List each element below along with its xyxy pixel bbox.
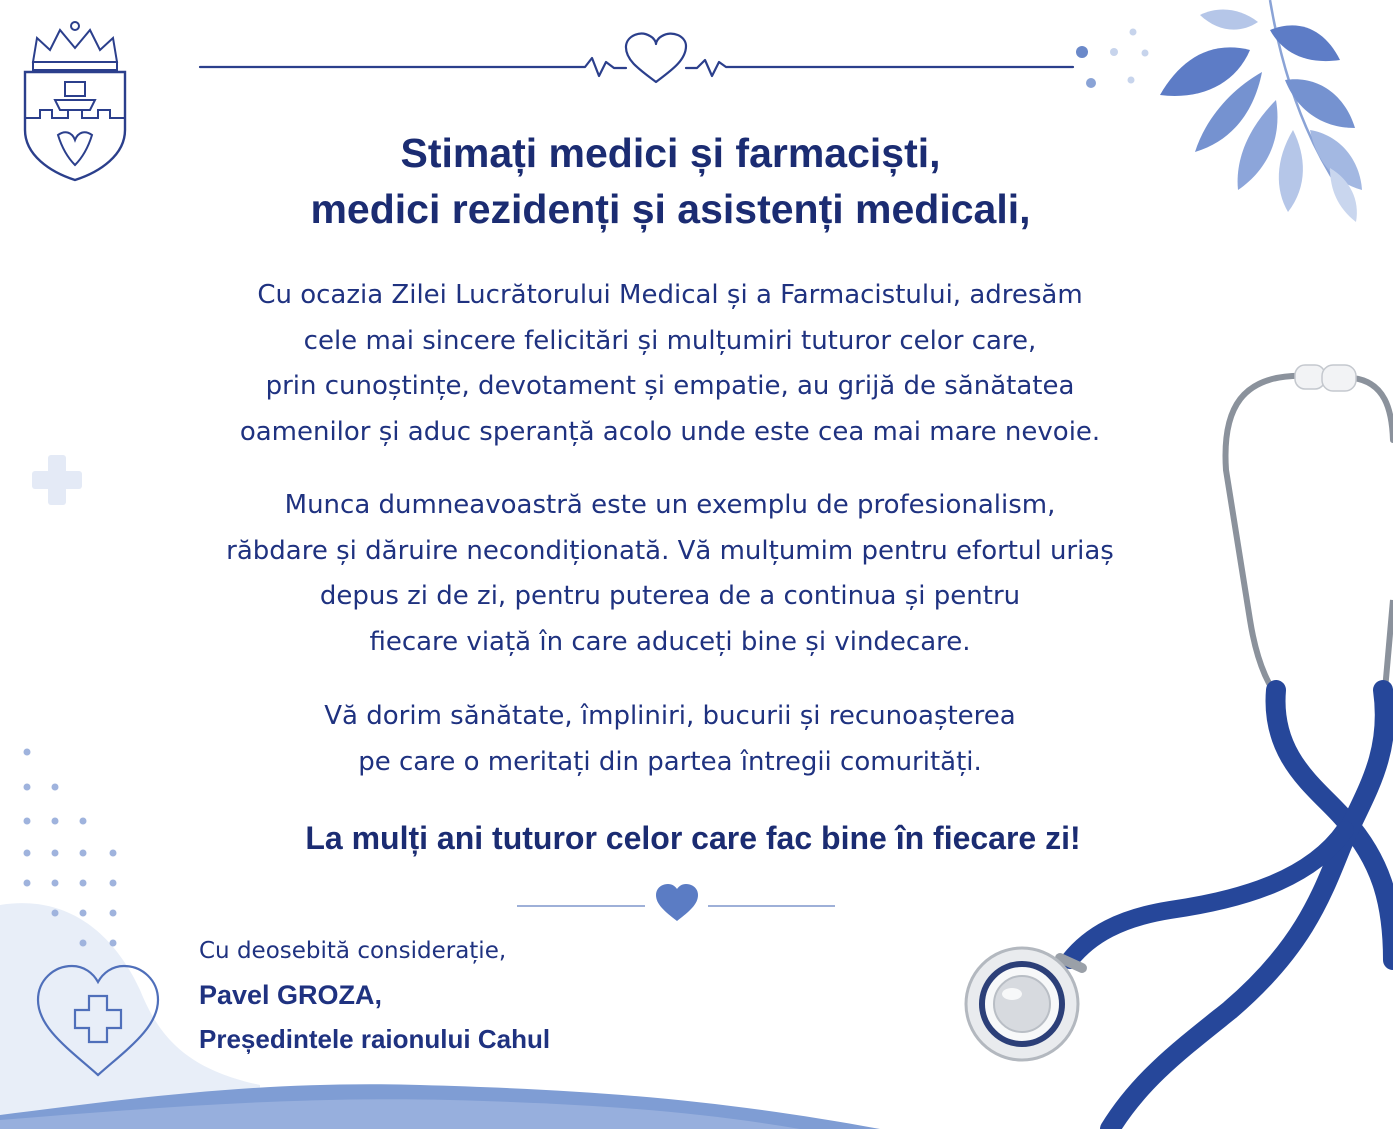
signature-name: Pavel GROZA, [199, 980, 383, 1010]
paragraph-line: fiecare viață în care aduceți bine și vindecare. [369, 626, 971, 657]
paragraph-line: depus zi de zi, pentru puterea de a continua și pentru [319, 581, 1021, 611]
paragraph-line: oamenilor și aduc speranță acolo unde este cea mai mare nevoie. [239, 416, 1101, 447]
paragraph-line: răbdare și dăruire necondiționată. Vă mulțumim pentru efortul uriaș [226, 535, 1114, 566]
paragraph-line: Munca dumneavoastră este un exemplu de profesionalism, [284, 490, 1056, 520]
signature-title: Președintele raionului Cahul [199, 1024, 551, 1054]
title-line-2: medici rezidenți și asistenți medicali, [310, 186, 1031, 232]
paragraph-2 [0, 483, 1340, 665]
heart-icon [517, 884, 835, 921]
closing-wish: La mulți ani tuturor celor care fac bine în fiecare zi! [305, 820, 1081, 856]
title-line-1: Stimați medici și farmaciști, [400, 130, 941, 176]
paragraph-1 [0, 273, 1340, 455]
signature-block [199, 930, 550, 1060]
signature-greeting: Cu deosebită considerație, [199, 938, 507, 964]
paragraph-line: Vă dorim sănătate, împliniri, bucurii și recunoașterea [324, 701, 1016, 731]
paragraph-line: pe care o meritați din partea întregii comurități. [358, 746, 982, 777]
heart-pulse-icon [200, 34, 1073, 82]
page-title [0, 125, 1393, 237]
accent-dots [1076, 29, 1149, 89]
paragraph-line: prin cunoștințe, devotament și empatie, au grijă de sănătatea [265, 371, 1075, 401]
paragraph-line: Cu ocazia Zilei Lucrătorului Medical și a Farmacistului, adresăm [257, 280, 1083, 310]
paragraph-3 [0, 694, 1340, 785]
paragraph-line: cele mai sincere felicitări și mulțumiri tuturor celor care, [303, 325, 1037, 356]
